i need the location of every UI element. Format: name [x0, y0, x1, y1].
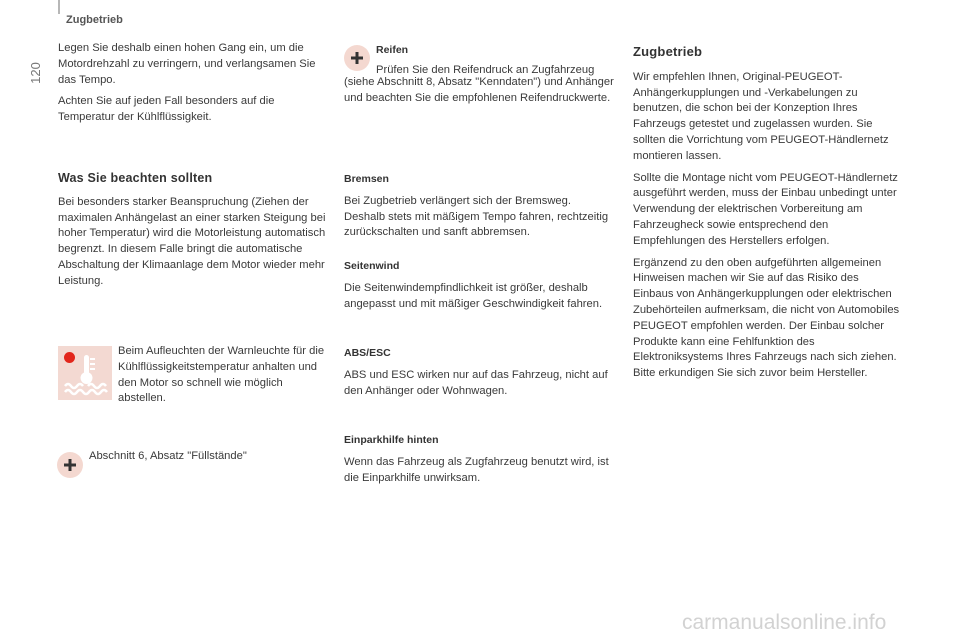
- zugbetrieb-paragraph-1: Wir empfehlen Ihnen, Original-PEUGEOT-Anhängerkupplungen und -Verkabelungen zu benutzen, die schon bei der Konzeption Ihres Fahrzeugs getestet und zugelassen wurden. Sie sollten die Vorrichtung vom PEUGEOT-Händlernetz montieren lassen.: [633, 70, 889, 162]
- bremsen-text: Bei Zugbetrieb verlängert sich der Bremsweg. Deshalb stets mit mäßigem Tempo fahren, rechtzeitig zurückschalten und sanft abbremsen.: [344, 194, 609, 239]
- reference-note: [89, 449, 319, 471]
- einparkhilfe-block: [344, 433, 616, 492]
- zugbetrieb-paragraph-2: Sollte die Montage nicht vom PEUGEOT-Händlernetz ausgeführt werden, muss der Einbau unbedingt unter Verwendung der elektrischen Vorbereitung am Fahrzeugheck sowie entsprechend den Empfehlungen des Herstellers erfolgen.: [633, 171, 898, 247]
- header-edge-bar: [58, 0, 60, 14]
- coolant-temperature-warning-icon: [58, 346, 112, 400]
- reifen-plus-icon-wrap: [344, 45, 370, 76]
- bremsen-block: [344, 172, 612, 247]
- plus-icon: [57, 452, 83, 478]
- warning-note: [118, 344, 330, 413]
- abs-esc-heading: ABS/ESC: [344, 347, 391, 359]
- einparkhilfe-heading: Einparkhilfe hinten: [344, 434, 439, 446]
- reifen-text-block: [344, 75, 614, 113]
- reifen-text-line-2: (siehe Abschnitt 8, Absatz "Kenndaten") und Anhänger und beachten Sie die empfohlenen Reifendruckwerte.: [344, 76, 614, 104]
- zugbetrieb-heading: Zugbetrieb: [633, 44, 703, 59]
- abs-esc-text: ABS und ESC wirken nur auf das Fahrzeug, nicht auf den Anhänger oder Wohnwagen.: [344, 368, 608, 397]
- column-right: [633, 41, 901, 388]
- einparkhilfe-text: Wenn das Fahrzeug als Zugfahrzeug benutzt wird, ist die Einparkhilfe unwirksam.: [344, 455, 609, 484]
- reference-plus-icon-wrap: [57, 452, 83, 483]
- intro-paragraph-1: Legen Sie deshalb einen hohen Gang ein, um die Motordrehzahl zu verringern, und verlangsamen Sie das Tempo.: [58, 42, 316, 86]
- watermark: carmanualsonline.info: [682, 611, 887, 634]
- page-number: 120: [27, 62, 43, 84]
- thermometer-waves-icon: [58, 346, 112, 400]
- warning-note-text: Beim Aufleuchten der Warnleuchte für die Kühlflüssigkeitstemperatur anhalten und den Motor so schnell wie möglich abstellen.: [118, 345, 325, 405]
- seitenwind-heading: Seitenwind: [344, 260, 400, 272]
- header-title: Zugbetrieb: [66, 14, 123, 26]
- abs-esc-block: [344, 346, 612, 405]
- zugbetrieb-paragraph-3: Ergänzend zu den oben aufgeführten allgemeinen Hinweisen machen wir Sie auf das Risiko des Einbaus von Anhängerkupplungen oder elektrischen Zubehörteilen aufmerksam, die nicht von Automobiles PEUGEOT empfohlen werden. Der Einbau solcher Produkte kann eine Fehlfunktion des Elektroniksystems Ihres Fahrzeugs nach sich ziehen. Bitte erkundigen Sie sich zuvor beim Hersteller.: [633, 256, 900, 380]
- reifen-text-line-1: Prüfen Sie den Reifendruck an Zugfahrzeug: [376, 63, 595, 76]
- reifen-heading-block: [376, 43, 616, 79]
- section-body-was-sie-beachten: Bei besonders starker Beanspruchung (Ziehen der maximalen Anhängelast an einer starken Steigung bei hoher Temperatur) wird die Motorleistung automatisch begrenzt. In diesem Falle bringt die automatische Abschaltung der Klimaanlage dem Motor wieder mehr Leistung.: [58, 195, 326, 287]
- reifen-heading: Reifen: [376, 44, 409, 56]
- section-heading-was-sie-beachten: Was Sie beachten sollten: [58, 170, 213, 185]
- seitenwind-block: [344, 259, 612, 318]
- reference-note-text: Abschnitt 6, Absatz "Füllstände": [89, 450, 247, 462]
- bremsen-heading: Bremsen: [344, 173, 389, 185]
- column-left: [58, 41, 326, 296]
- plus-icon: [344, 45, 370, 71]
- seitenwind-text: Die Seitenwindempfindlichkeit ist größer, deshalb angepasst und mit mäßiger Geschwindigkeit fahren.: [344, 281, 603, 310]
- intro-paragraph-2: Achten Sie auf jeden Fall besonders auf die Temperatur der Kühlflüssigkeit.: [58, 95, 275, 124]
